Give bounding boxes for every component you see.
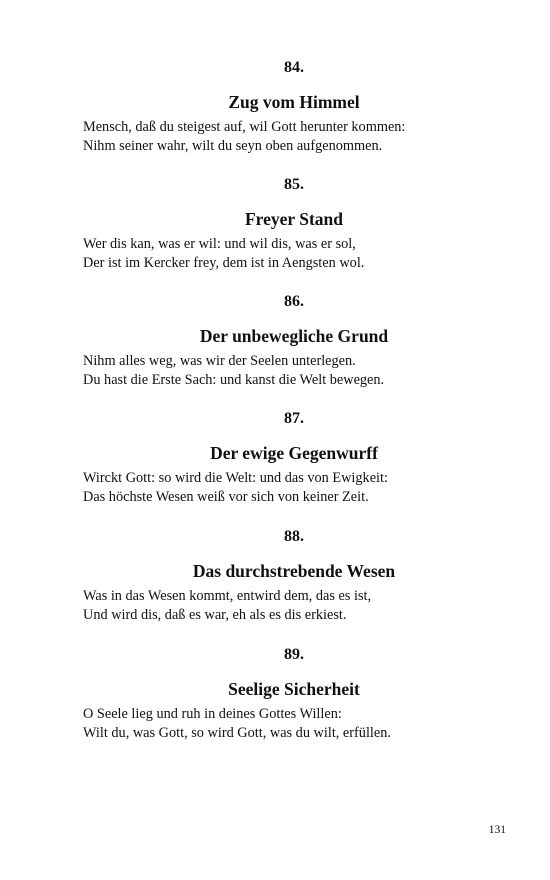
poem-title: Das durchstrebende Wesen	[192, 561, 396, 581]
poem-verse	[83, 352, 523, 390]
verse-line: Nihm seiner wahr, wilt du seyn oben aufgenommen.	[83, 138, 383, 154]
page-number: 131	[488, 824, 506, 836]
verse-line: O Seele lieg und ruh in deines Gottes Willen:	[83, 706, 342, 722]
poem-title: Der ewige Gegenwurff	[210, 443, 378, 463]
poem-number: 86.	[284, 293, 304, 310]
poem-verse	[83, 118, 523, 156]
verse-line: Der ist im Kercker frey, dem ist in Aengsten wol.	[83, 255, 365, 271]
verse-line: Und wird dis, daß es war, eh als es dis erkiest.	[83, 607, 347, 623]
poem-verse	[83, 469, 523, 507]
poem-verse	[83, 705, 523, 743]
poem-title: Zug vom Himmel	[228, 92, 360, 112]
verse-line: Du hast die Erste Sach: und kanst die Welt bewegen.	[83, 372, 385, 388]
verse-line: Das höchste Wesen weiß vor sich von keiner Zeit.	[83, 489, 369, 505]
verse-line: Nihm alles weg, was wir der Seelen unterlegen.	[83, 353, 356, 369]
verse-line: Wilt du, was Gott, so wird Gott, was du wilt, erfüllen.	[83, 725, 391, 741]
poem-verse	[83, 587, 523, 625]
poem-number: 84.	[284, 59, 304, 76]
verse-line: Mensch, daß du steigest auf, wil Gott herunter kommen:	[83, 119, 406, 135]
poem-number: 85.	[284, 176, 304, 193]
poem-number: 88.	[284, 528, 304, 545]
verse-line: Was in das Wesen kommt, entwird dem, das es ist,	[83, 588, 372, 604]
poem-verse	[83, 235, 523, 273]
poem-number: 89.	[284, 646, 304, 663]
verse-line: Wer dis kan, was er wil: und wil dis, was er sol,	[83, 236, 356, 252]
poem-title: Freyer Stand	[244, 209, 344, 229]
verse-line: Wirckt Gott: so wird die Welt: und das von Ewigkeit:	[83, 470, 388, 486]
poem-title: Der unbewegliche Grund	[199, 326, 389, 346]
poem-number: 87.	[284, 410, 304, 427]
poem-title: Seelige Sicherheit	[228, 679, 360, 699]
